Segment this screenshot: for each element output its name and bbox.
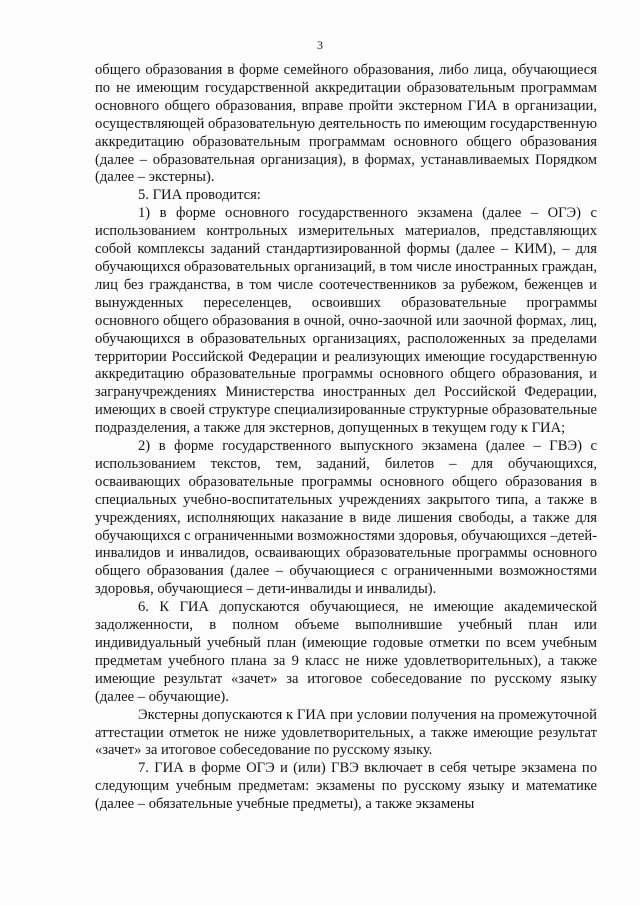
page-number: 3: [317, 38, 323, 52]
paragraph-item-5-1: 1) в форме основного государственного экзамена (далее – ОГЭ) с использованием контрольных измерительных материалов, представляющих собой комплексы заданий стандартизированной формы (далее – КИМ), – для обучающихся образовательных организаций, в том числе иностранных граждан, лиц без гражданства, в том числе соотечественников за рубежом, беженцев и вынужденных переселенцев, освоивших образовательные программы основного общего образования в очной, очно-заочной или заочной формах, лиц, обучающихся в образовательных организациях, расположенных за пределами территории Российской Федерации и реализующих имеющие государственную аккредитацию образовательные программы основного общего образования, и загранучреждениях Министерства иностранных дел Российской Федерации, имеющих в своей структуре специализированные структурные образовательные подразделения, а также для экстернов, допущенных в текущем году к ГИА;: [95, 205, 597, 437]
paragraph-continuation: общего образования в форме семейного образования, либо лица, обучающиеся по не имеющим государственной аккредитации образовательным программам основного общего образования, вправе пройти экстерном ГИА в организации, осуществляющей образовательную деятельность по имеющим государственную аккредитацию образовательным программам основного общего образования (далее – образовательная организация), в формах, устанавливаемых Порядком (далее – экстерны).: [95, 62, 597, 186]
page-body: [95, 62, 597, 814]
paragraph-item-5-2: 2) в форме государственного выпускного экзамена (далее – ГВЭ) с использованием текстов, тем, заданий, билетов – для обучающихся, осваивающих образовательные программы основного общего образования в специальных учебно-воспитательных учреждениях закрытого типа, а также в учреждениях, исполняющих наказание в виде лишения свободы, а также для обучающихся с ограниченными возможностями здоровья, обучающихся –детей-инвалидов и инвалидов, осваивающих образовательные программы основного общего образования (далее – обучающиеся с ограниченными возможностями здоровья, обучающиеся – дети-инвалиды и инвалиды).: [95, 438, 597, 598]
paragraph-item-6: 6. К ГИА допускаются обучающиеся, не имеющие академической задолженности, в полном объеме выполнившие учебный план или индивидуальный учебный план (имеющие годовые отметки по всем учебным предметам учебного плана за 9 класс не ниже удовлетворительных), а также имеющие результат «зачет» за итоговое собеседование по русскому языку (далее – обучающие).: [95, 599, 597, 705]
paragraph-item-7: 7. ГИА в форме ОГЭ и (или) ГВЭ включает в себя четыре экзамена по следующим учебным предметам: экзамены по русскому языку и математике (далее – обязательные учебные предметы), а также экзамены: [95, 760, 597, 813]
paragraph-externs: Экстерны допускаются к ГИА при условии получения на промежуточной аттестации отметок не ниже удовлетворительных, а также имеющие результат «зачет» за итоговое собеседование по русскому языку.: [95, 706, 597, 759]
paragraph-item-5: 5. ГИА проводится:: [138, 187, 261, 204]
